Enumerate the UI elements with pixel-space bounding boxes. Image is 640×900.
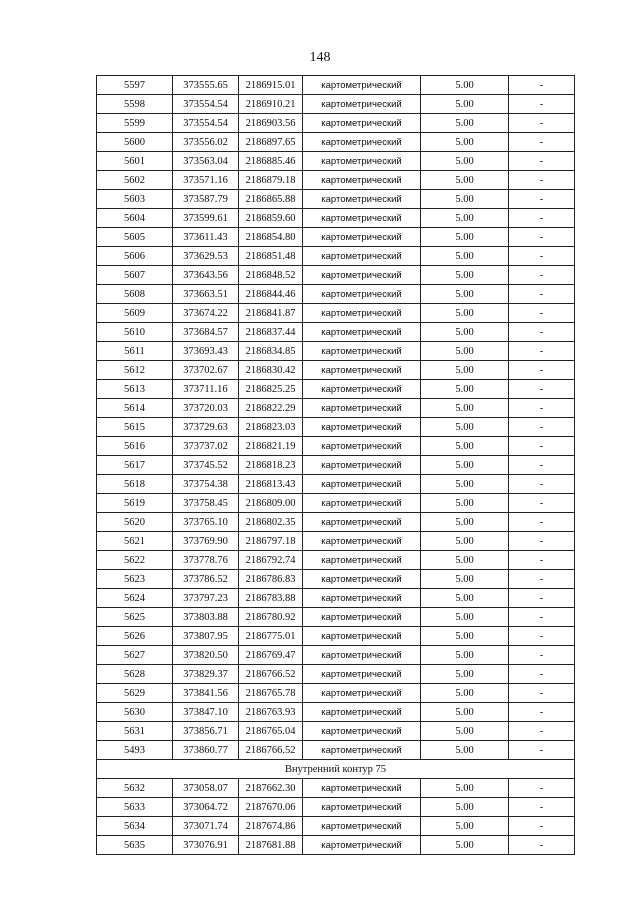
- point-number-cell: 5615: [97, 418, 173, 437]
- note-cell: -: [509, 380, 575, 399]
- y-coordinate-cell: 2186837.44: [239, 323, 303, 342]
- accuracy-cell: 5.00: [421, 741, 509, 760]
- coordinates-table: [96, 75, 575, 855]
- y-coordinate-cell: 2186830.42: [239, 361, 303, 380]
- x-coordinate-cell: 373663.51: [173, 285, 239, 304]
- x-coordinate-cell: 373599.61: [173, 209, 239, 228]
- x-coordinate-cell: 373841.56: [173, 684, 239, 703]
- x-coordinate-cell: 373702.67: [173, 361, 239, 380]
- accuracy-cell: 5.00: [421, 551, 509, 570]
- point-number-cell: 5633: [97, 798, 173, 817]
- note-cell: -: [509, 228, 575, 247]
- table-row: [97, 817, 575, 836]
- x-coordinate-cell: 373076.91: [173, 836, 239, 855]
- y-coordinate-cell: 2186763.93: [239, 703, 303, 722]
- method-cell: картометрический: [303, 342, 421, 361]
- x-coordinate-cell: 373737.02: [173, 437, 239, 456]
- section-header-row: [97, 760, 575, 779]
- table-row: [97, 798, 575, 817]
- y-coordinate-cell: 2186802.35: [239, 513, 303, 532]
- point-number-cell: 5602: [97, 171, 173, 190]
- accuracy-cell: 5.00: [421, 399, 509, 418]
- x-coordinate-cell: 373563.04: [173, 152, 239, 171]
- point-number-cell: 5631: [97, 722, 173, 741]
- x-coordinate-cell: 373807.95: [173, 627, 239, 646]
- note-cell: -: [509, 304, 575, 323]
- accuracy-cell: 5.00: [421, 817, 509, 836]
- note-cell: -: [509, 722, 575, 741]
- x-coordinate-cell: 373729.63: [173, 418, 239, 437]
- y-coordinate-cell: 2186915.01: [239, 76, 303, 95]
- accuracy-cell: 5.00: [421, 532, 509, 551]
- x-coordinate-cell: 373064.72: [173, 798, 239, 817]
- accuracy-cell: 5.00: [421, 437, 509, 456]
- table-row: [97, 627, 575, 646]
- x-coordinate-cell: 373711.16: [173, 380, 239, 399]
- method-cell: картометрический: [303, 95, 421, 114]
- table-row: [97, 437, 575, 456]
- point-number-cell: 5621: [97, 532, 173, 551]
- point-number-cell: 5611: [97, 342, 173, 361]
- x-coordinate-cell: 373778.76: [173, 551, 239, 570]
- method-cell: картометрический: [303, 152, 421, 171]
- y-coordinate-cell: 2186765.04: [239, 722, 303, 741]
- y-coordinate-cell: 2186766.52: [239, 665, 303, 684]
- accuracy-cell: 5.00: [421, 190, 509, 209]
- method-cell: картометрический: [303, 190, 421, 209]
- y-coordinate-cell: 2186844.46: [239, 285, 303, 304]
- y-coordinate-cell: 2186848.52: [239, 266, 303, 285]
- accuracy-cell: 5.00: [421, 342, 509, 361]
- table-row: [97, 722, 575, 741]
- section-title: Внутренний контур 75: [97, 760, 575, 779]
- accuracy-cell: 5.00: [421, 247, 509, 266]
- method-cell: картометрический: [303, 608, 421, 627]
- y-coordinate-cell: 2186766.52: [239, 741, 303, 760]
- accuracy-cell: 5.00: [421, 513, 509, 532]
- table-row: [97, 247, 575, 266]
- x-coordinate-cell: 373643.56: [173, 266, 239, 285]
- method-cell: картометрический: [303, 589, 421, 608]
- x-coordinate-cell: 373797.23: [173, 589, 239, 608]
- x-coordinate-cell: 373071.74: [173, 817, 239, 836]
- method-cell: картометрический: [303, 209, 421, 228]
- table-row: [97, 646, 575, 665]
- point-number-cell: 5634: [97, 817, 173, 836]
- note-cell: -: [509, 247, 575, 266]
- method-cell: картометрический: [303, 361, 421, 380]
- table-row: [97, 589, 575, 608]
- x-coordinate-cell: 373769.90: [173, 532, 239, 551]
- y-coordinate-cell: 2186910.21: [239, 95, 303, 114]
- accuracy-cell: 5.00: [421, 152, 509, 171]
- point-number-cell: 5607: [97, 266, 173, 285]
- x-coordinate-cell: 373803.88: [173, 608, 239, 627]
- point-number-cell: 5617: [97, 456, 173, 475]
- x-coordinate-cell: 373720.03: [173, 399, 239, 418]
- point-number-cell: 5622: [97, 551, 173, 570]
- x-coordinate-cell: 373555.65: [173, 76, 239, 95]
- x-coordinate-cell: 373684.57: [173, 323, 239, 342]
- method-cell: картометрический: [303, 266, 421, 285]
- point-number-cell: 5609: [97, 304, 173, 323]
- accuracy-cell: 5.00: [421, 228, 509, 247]
- accuracy-cell: 5.00: [421, 323, 509, 342]
- x-coordinate-cell: 373847.10: [173, 703, 239, 722]
- accuracy-cell: 5.00: [421, 171, 509, 190]
- page-number: 148: [309, 50, 331, 65]
- y-coordinate-cell: 2187681.88: [239, 836, 303, 855]
- accuracy-cell: 5.00: [421, 95, 509, 114]
- y-coordinate-cell: 2186792.74: [239, 551, 303, 570]
- table-row: [97, 76, 575, 95]
- note-cell: -: [509, 779, 575, 798]
- note-cell: -: [509, 475, 575, 494]
- method-cell: картометрический: [303, 646, 421, 665]
- accuracy-cell: 5.00: [421, 589, 509, 608]
- table-row: [97, 684, 575, 703]
- x-coordinate-cell: 373058.07: [173, 779, 239, 798]
- x-coordinate-cell: 373765.10: [173, 513, 239, 532]
- table-row: [97, 551, 575, 570]
- table-row: [97, 836, 575, 855]
- accuracy-cell: 5.00: [421, 665, 509, 684]
- table-row: [97, 532, 575, 551]
- table-row: [97, 190, 575, 209]
- y-coordinate-cell: 2186865.88: [239, 190, 303, 209]
- point-number-cell: 5603: [97, 190, 173, 209]
- y-coordinate-cell: 2187670.06: [239, 798, 303, 817]
- x-coordinate-cell: 373829.37: [173, 665, 239, 684]
- method-cell: картометрический: [303, 456, 421, 475]
- method-cell: картометрический: [303, 171, 421, 190]
- method-cell: картометрический: [303, 665, 421, 684]
- method-cell: картометрический: [303, 722, 421, 741]
- accuracy-cell: 5.00: [421, 836, 509, 855]
- note-cell: -: [509, 323, 575, 342]
- y-coordinate-cell: 2186786.83: [239, 570, 303, 589]
- table-row: [97, 475, 575, 494]
- point-number-cell: 5601: [97, 152, 173, 171]
- y-coordinate-cell: 2186769.47: [239, 646, 303, 665]
- point-number-cell: 5625: [97, 608, 173, 627]
- point-number-cell: 5608: [97, 285, 173, 304]
- accuracy-cell: 5.00: [421, 133, 509, 152]
- point-number-cell: 5628: [97, 665, 173, 684]
- method-cell: картометрический: [303, 836, 421, 855]
- y-coordinate-cell: 2186859.60: [239, 209, 303, 228]
- x-coordinate-cell: 373860.77: [173, 741, 239, 760]
- point-number-cell: 5614: [97, 399, 173, 418]
- y-coordinate-cell: 2187662.30: [239, 779, 303, 798]
- note-cell: -: [509, 171, 575, 190]
- y-coordinate-cell: 2186897.65: [239, 133, 303, 152]
- method-cell: картометрический: [303, 437, 421, 456]
- accuracy-cell: 5.00: [421, 608, 509, 627]
- table-row: [97, 608, 575, 627]
- accuracy-cell: 5.00: [421, 494, 509, 513]
- y-coordinate-cell: 2186821.19: [239, 437, 303, 456]
- accuracy-cell: 5.00: [421, 418, 509, 437]
- y-coordinate-cell: 2186885.46: [239, 152, 303, 171]
- y-coordinate-cell: 2186841.87: [239, 304, 303, 323]
- x-coordinate-cell: 373758.45: [173, 494, 239, 513]
- method-cell: картометрический: [303, 228, 421, 247]
- accuracy-cell: 5.00: [421, 456, 509, 475]
- table-row: [97, 779, 575, 798]
- note-cell: -: [509, 703, 575, 722]
- method-cell: картометрический: [303, 76, 421, 95]
- y-coordinate-cell: 2186783.88: [239, 589, 303, 608]
- note-cell: -: [509, 361, 575, 380]
- table-row: [97, 399, 575, 418]
- note-cell: -: [509, 399, 575, 418]
- method-cell: картометрический: [303, 779, 421, 798]
- note-cell: -: [509, 551, 575, 570]
- y-coordinate-cell: 2186797.18: [239, 532, 303, 551]
- y-coordinate-cell: 2186903.56: [239, 114, 303, 133]
- note-cell: -: [509, 798, 575, 817]
- point-number-cell: 5597: [97, 76, 173, 95]
- table-row: [97, 266, 575, 285]
- table-row: [97, 304, 575, 323]
- point-number-cell: 5612: [97, 361, 173, 380]
- accuracy-cell: 5.00: [421, 76, 509, 95]
- table-row: [97, 114, 575, 133]
- accuracy-cell: 5.00: [421, 380, 509, 399]
- point-number-cell: 5613: [97, 380, 173, 399]
- note-cell: -: [509, 665, 575, 684]
- x-coordinate-cell: 373745.52: [173, 456, 239, 475]
- point-number-cell: 5493: [97, 741, 173, 760]
- note-cell: -: [509, 494, 575, 513]
- y-coordinate-cell: 2186879.18: [239, 171, 303, 190]
- x-coordinate-cell: 373611.43: [173, 228, 239, 247]
- point-number-cell: 5599: [97, 114, 173, 133]
- method-cell: картометрический: [303, 133, 421, 152]
- point-number-cell: 5623: [97, 570, 173, 589]
- point-number-cell: 5624: [97, 589, 173, 608]
- point-number-cell: 5604: [97, 209, 173, 228]
- method-cell: картометрический: [303, 817, 421, 836]
- accuracy-cell: 5.00: [421, 798, 509, 817]
- point-number-cell: 5635: [97, 836, 173, 855]
- x-coordinate-cell: 373754.38: [173, 475, 239, 494]
- accuracy-cell: 5.00: [421, 266, 509, 285]
- x-coordinate-cell: 373674.22: [173, 304, 239, 323]
- x-coordinate-cell: 373786.52: [173, 570, 239, 589]
- point-number-cell: 5605: [97, 228, 173, 247]
- method-cell: картометрический: [303, 570, 421, 589]
- y-coordinate-cell: 2186813.43: [239, 475, 303, 494]
- y-coordinate-cell: 2186834.85: [239, 342, 303, 361]
- note-cell: -: [509, 646, 575, 665]
- accuracy-cell: 5.00: [421, 361, 509, 380]
- table-row: [97, 361, 575, 380]
- accuracy-cell: 5.00: [421, 703, 509, 722]
- accuracy-cell: 5.00: [421, 285, 509, 304]
- table-row: [97, 95, 575, 114]
- note-cell: -: [509, 684, 575, 703]
- table-row: [97, 152, 575, 171]
- table-row: [97, 665, 575, 684]
- note-cell: -: [509, 95, 575, 114]
- y-coordinate-cell: 2186851.48: [239, 247, 303, 266]
- method-cell: картометрический: [303, 513, 421, 532]
- note-cell: -: [509, 589, 575, 608]
- table-row: [97, 133, 575, 152]
- y-coordinate-cell: 2186854.80: [239, 228, 303, 247]
- point-number-cell: 5632: [97, 779, 173, 798]
- x-coordinate-cell: 373556.02: [173, 133, 239, 152]
- x-coordinate-cell: 373693.43: [173, 342, 239, 361]
- method-cell: картометрический: [303, 380, 421, 399]
- accuracy-cell: 5.00: [421, 779, 509, 798]
- note-cell: -: [509, 133, 575, 152]
- note-cell: -: [509, 456, 575, 475]
- method-cell: картометрический: [303, 741, 421, 760]
- note-cell: -: [509, 418, 575, 437]
- x-coordinate-cell: 373571.16: [173, 171, 239, 190]
- x-coordinate-cell: 373629.53: [173, 247, 239, 266]
- method-cell: картометрический: [303, 475, 421, 494]
- y-coordinate-cell: 2186780.92: [239, 608, 303, 627]
- y-coordinate-cell: 2186765.78: [239, 684, 303, 703]
- y-coordinate-cell: 2186825.25: [239, 380, 303, 399]
- method-cell: картометрический: [303, 323, 421, 342]
- point-number-cell: 5616: [97, 437, 173, 456]
- accuracy-cell: 5.00: [421, 646, 509, 665]
- note-cell: -: [509, 513, 575, 532]
- table-row: [97, 380, 575, 399]
- method-cell: картометрический: [303, 627, 421, 646]
- method-cell: картометрический: [303, 247, 421, 266]
- x-coordinate-cell: 373554.54: [173, 114, 239, 133]
- table-row: [97, 209, 575, 228]
- table-row: [97, 513, 575, 532]
- y-coordinate-cell: 2186822.29: [239, 399, 303, 418]
- point-number-cell: 5630: [97, 703, 173, 722]
- accuracy-cell: 5.00: [421, 304, 509, 323]
- x-coordinate-cell: 373856.71: [173, 722, 239, 741]
- table-row: [97, 418, 575, 437]
- accuracy-cell: 5.00: [421, 722, 509, 741]
- method-cell: картометрический: [303, 532, 421, 551]
- table-row: [97, 171, 575, 190]
- note-cell: -: [509, 285, 575, 304]
- point-number-cell: 5620: [97, 513, 173, 532]
- y-coordinate-cell: 2186823.03: [239, 418, 303, 437]
- note-cell: -: [509, 532, 575, 551]
- note-cell: -: [509, 608, 575, 627]
- method-cell: картометрический: [303, 551, 421, 570]
- note-cell: -: [509, 190, 575, 209]
- method-cell: картометрический: [303, 114, 421, 133]
- x-coordinate-cell: 373554.54: [173, 95, 239, 114]
- point-number-cell: 5598: [97, 95, 173, 114]
- method-cell: картометрический: [303, 494, 421, 513]
- table-row: [97, 285, 575, 304]
- point-number-cell: 5606: [97, 247, 173, 266]
- accuracy-cell: 5.00: [421, 570, 509, 589]
- x-coordinate-cell: 373587.79: [173, 190, 239, 209]
- note-cell: -: [509, 114, 575, 133]
- point-number-cell: 5619: [97, 494, 173, 513]
- accuracy-cell: 5.00: [421, 114, 509, 133]
- method-cell: картометрический: [303, 304, 421, 323]
- method-cell: картометрический: [303, 418, 421, 437]
- method-cell: картометрический: [303, 703, 421, 722]
- note-cell: -: [509, 817, 575, 836]
- point-number-cell: 5618: [97, 475, 173, 494]
- y-coordinate-cell: 2187674.86: [239, 817, 303, 836]
- note-cell: -: [509, 209, 575, 228]
- table-row: [97, 570, 575, 589]
- note-cell: -: [509, 266, 575, 285]
- accuracy-cell: 5.00: [421, 684, 509, 703]
- note-cell: -: [509, 570, 575, 589]
- method-cell: картометрический: [303, 798, 421, 817]
- accuracy-cell: 5.00: [421, 627, 509, 646]
- point-number-cell: 5600: [97, 133, 173, 152]
- table-row: [97, 703, 575, 722]
- note-cell: -: [509, 152, 575, 171]
- note-cell: -: [509, 76, 575, 95]
- point-number-cell: 5626: [97, 627, 173, 646]
- table-row: [97, 494, 575, 513]
- table-row: [97, 456, 575, 475]
- table-row: [97, 228, 575, 247]
- point-number-cell: 5629: [97, 684, 173, 703]
- note-cell: -: [509, 627, 575, 646]
- table-row: [97, 342, 575, 361]
- point-number-cell: 5610: [97, 323, 173, 342]
- note-cell: -: [509, 836, 575, 855]
- note-cell: -: [509, 437, 575, 456]
- method-cell: картометрический: [303, 684, 421, 703]
- y-coordinate-cell: 2186809.00: [239, 494, 303, 513]
- accuracy-cell: 5.00: [421, 209, 509, 228]
- point-number-cell: 5627: [97, 646, 173, 665]
- table-row: [97, 741, 575, 760]
- accuracy-cell: 5.00: [421, 475, 509, 494]
- y-coordinate-cell: 2186818.23: [239, 456, 303, 475]
- note-cell: -: [509, 741, 575, 760]
- method-cell: картометрический: [303, 285, 421, 304]
- table-row: [97, 323, 575, 342]
- y-coordinate-cell: 2186775.01: [239, 627, 303, 646]
- note-cell: -: [509, 342, 575, 361]
- x-coordinate-cell: 373820.50: [173, 646, 239, 665]
- method-cell: картометрический: [303, 399, 421, 418]
